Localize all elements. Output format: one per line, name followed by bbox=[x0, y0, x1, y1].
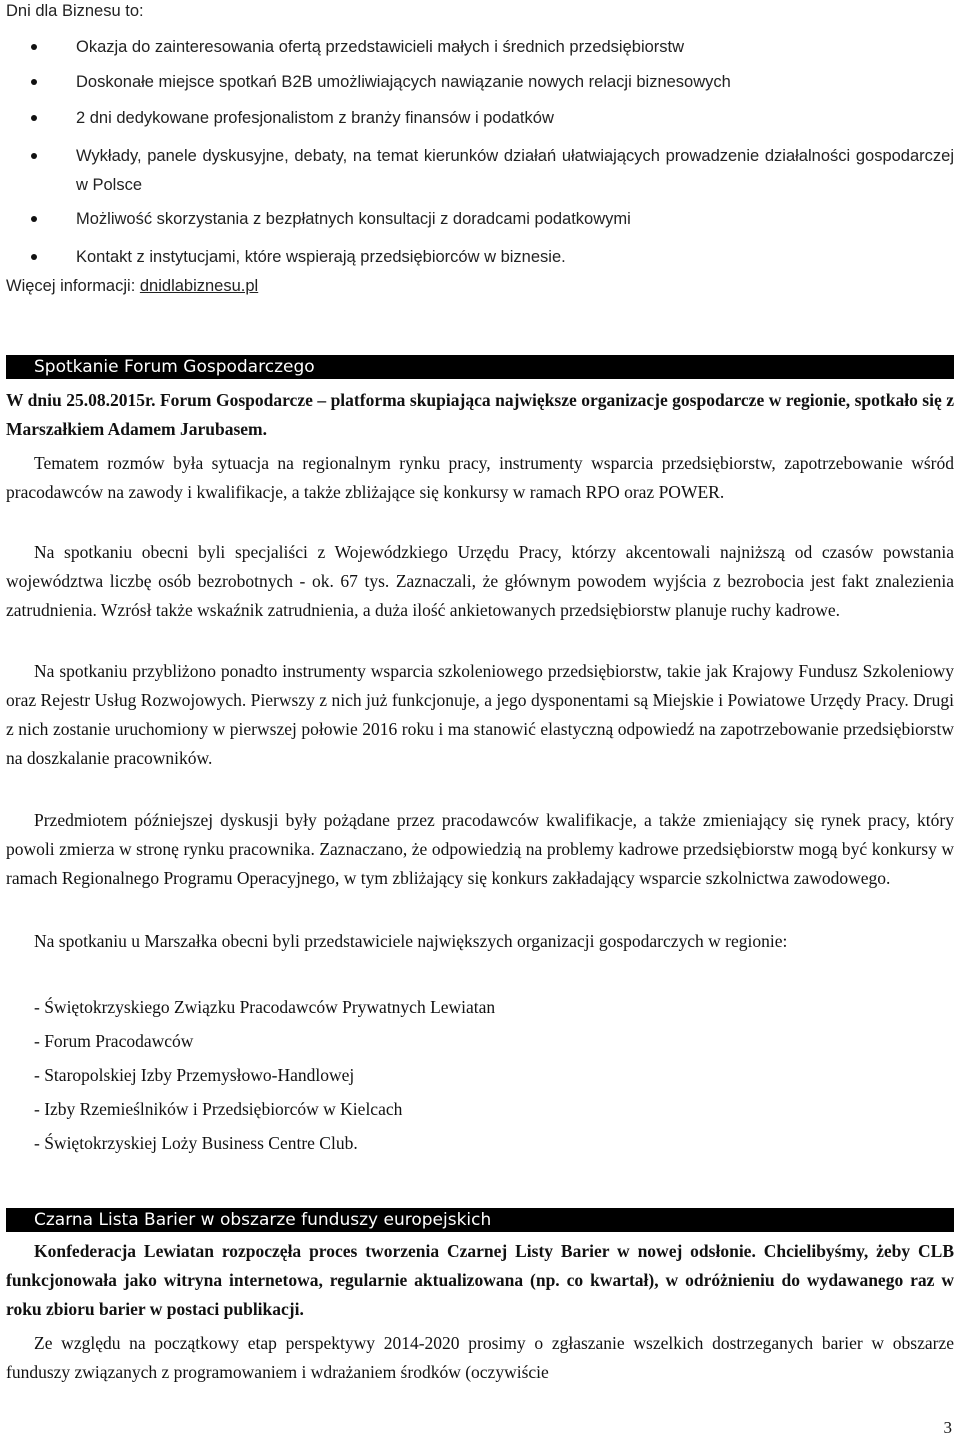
section-lead: W dniu 25.08.2015r. Forum Gospodarcze – platforma skupiająca największe organizacje gospodarcze w regionie, spotkało się z Marszałkiem Adamem Jarubasem. bbox=[6, 390, 954, 439]
list-item: Okazja do zainteresowania ofertą przedstawicieli małych i średnich przedsiębiorstw bbox=[6, 33, 954, 62]
more-info-link[interactable]: dnidlabiznesu.pl bbox=[139, 277, 259, 295]
paragraph: Na spotkaniu u Marszałka obecni byli przedstawiciele największych organizacji gospodarczych w regionie: bbox=[34, 931, 788, 951]
bullet-icon bbox=[31, 153, 37, 159]
list-item: Kontakt z instytucjami, które wspierają przedsiębiorców w biznesie. bbox=[6, 243, 954, 272]
bullet-icon bbox=[31, 254, 37, 260]
list-item: Możliwość skorzystania z bezpłatnych konsultacji z doradcami podatkowymi bbox=[6, 205, 954, 234]
list-item: - Forum Pracodawców bbox=[34, 1031, 194, 1051]
bullet-icon bbox=[31, 79, 37, 85]
section-lead: Konfederacja Lewiatan rozpoczęła proces tworzenia Czarnej Listy Barier w nowej odsłonie. Chcielibyśmy, żeby CLB funkcjonowała jako witryna internetowa, regularnie aktualizowana (np. co kwartał), w odróżnieniu do wydawanego raz w roku zbioru barier w postaci publikacji. bbox=[6, 1241, 954, 1319]
section-heading-forum: Spotkanie Forum Gospodarczego bbox=[6, 355, 954, 379]
list-item: Doskonałe miejsce spotkań B2B umożliwiających nawiązanie nowych relacji biznesowych bbox=[6, 68, 954, 97]
paragraph: Tematem rozmów była sytuacja na regionalnym rynku pracy, instrumenty wsparcia przedsiębiorstw, zapotrzebowanie wśród pracodawców na zawody i kwalifikacje, a także zbliżające się konkursy w ramach RPO oraz POWER. bbox=[6, 453, 954, 502]
list-item: - Staropolskiej Izby Przemysłowo-Handlowej bbox=[34, 1065, 355, 1085]
page-number: 3 bbox=[943, 1418, 952, 1437]
intro-title: Dni dla Biznesu to: bbox=[6, 2, 144, 20]
paragraph: Na spotkaniu obecni byli specjaliści z Wojewódzkiego Urzędu Pracy, którzy akcentowali najniższą od czasów powstania województwa liczbę osób bezrobotnych - ok. 67 tys. Zaznaczali, że głównym powodem wyjścia z bezrobocia jest fakt znalezienia zatrudnienia. Wzrósł także wskaźnik zatrudnienia, a duża ilość ankietowanych przedsiębiorstw planuje ruchy kadrowe. bbox=[6, 542, 954, 620]
bullet-icon bbox=[31, 44, 37, 50]
list-item: - Świętokrzyskiego Związku Pracodawców Prywatnych Lewiatan bbox=[34, 997, 496, 1017]
bullet-icon bbox=[31, 115, 37, 121]
list-item: - Świętokrzyskiej Loży Business Centre Club. bbox=[34, 1133, 358, 1153]
bullet-icon bbox=[31, 216, 37, 222]
paragraph: Na spotkaniu przybliżono ponadto instrumenty wsparcia szkoleniowego przedsiębiorstw, takie jak Krajowy Fundusz Szkoleniowy oraz Rejestr Usług Rozwojowych. Pierwszy z nich już funkcjonuje, a jego dysponentami są Miejskie i Powiatowe Urzędy Pracy. Drugi z nich zostanie uruchomiony w pierwszej połowie 2016 roku i ma stanowić elastyczną odpowiedź na zapotrzebowanie przedsiębiorstw na doszkalanie pracowników. bbox=[6, 661, 954, 768]
more-info: Więcej informacji: dnidlabiznesu.pl bbox=[6, 277, 259, 295]
paragraph: Przedmiotem późniejszej dyskusji były pożądane przez pracodawców kwalifikacje, a także zmieniający się rynek pracy, który powoli zmierza w stronę rynku pracownika. Zaznaczano, że odpowiedzią na problemy kadrowe przedsiębiorstw mogą być konkursy w ramach Regionalnego Programu Operacyjnego, w tym zbliżający się konkurs zakładający wsparcie szkolnictwa zawodowego. bbox=[6, 810, 954, 888]
list-item: - Izby Rzemieślników i Przedsiębiorców w Kielcach bbox=[34, 1099, 403, 1119]
paragraph: Ze względu na początkowy etap perspektywy 2014-2020 prosimy o zgłaszanie wszelkich dostrzeganych barier w obszarze funduszy związanych z programowaniem i wdrażaniem środków (oczywiście bbox=[6, 1333, 954, 1382]
list-item: 2 dni dedykowane profesjonalistom z branży finansów i podatków bbox=[6, 104, 954, 133]
list-item: Wykłady, panele dyskusyjne, debaty, na temat kierunków działań ułatwiających prowadzenie działalności gospodarczej w Polsce bbox=[6, 142, 954, 200]
section-heading-barriers: Czarna Lista Barier w obszarze funduszy europejskich bbox=[6, 1208, 954, 1232]
